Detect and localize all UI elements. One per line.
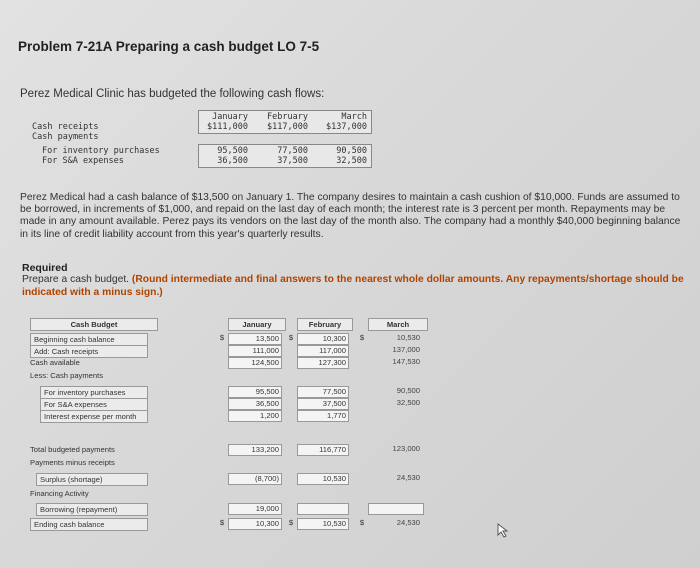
rounding-instructions: (Round intermediate and final answers to the nearest whole dollar amounts. Any repayments/shortage should be indicated with a minus sign.): [22, 274, 684, 298]
budget-input-cell[interactable]: 77,500: [297, 386, 349, 398]
budget-row-label: For S&A expenses: [40, 398, 148, 411]
dollar-sign: $: [219, 333, 225, 342]
cash-budget-table: [30, 318, 680, 558]
budget-input-cell[interactable]: 10,300: [297, 333, 349, 345]
dollar-sign: $: [219, 518, 225, 527]
budget-row-label: For inventory purchases: [40, 386, 148, 399]
budget-input-cell[interactable]: 111,000: [228, 345, 282, 357]
cf-label: For inventory purchases: [42, 146, 160, 156]
cf-label: Cash receipts: [32, 122, 99, 132]
budget-input-cell[interactable]: 10,530: [297, 473, 349, 485]
budget-value-cell: 24,530: [396, 518, 420, 527]
cf-value: 95,500: [217, 146, 248, 156]
budget-input-cell[interactable]: 95,500: [228, 386, 282, 398]
budget-input-cell[interactable]: 36,500: [228, 398, 282, 410]
col-feb: February: [297, 318, 353, 331]
budget-value-cell: 147,530: [392, 357, 420, 366]
month-jan: January: [212, 112, 248, 122]
page-title: Problem 7-21A Preparing a cash budget LO 7-5: [18, 39, 320, 54]
budget-row-label: Borrowing (repayment): [36, 503, 148, 516]
budget-input-cell[interactable]: [297, 503, 349, 515]
dollar-sign: $: [359, 333, 365, 342]
budget-input-cell[interactable]: 10,530: [297, 518, 349, 530]
budget-input-cell[interactable]: 37,500: [297, 398, 349, 410]
month-mar: March: [341, 112, 367, 122]
cf-value: 90,500: [336, 146, 367, 156]
budget-header: Cash Budget: [30, 318, 158, 331]
budget-row-label: Add: Cash receipts: [30, 345, 148, 358]
cf-value: $137,000: [326, 122, 367, 132]
required-heading: Required: [22, 262, 68, 274]
col-jan: January: [228, 318, 286, 331]
budget-input-cell[interactable]: 13,500: [228, 333, 282, 345]
cf-value: 77,500: [277, 146, 308, 156]
budget-value-cell: 137,000: [392, 345, 420, 354]
budget-input-cell[interactable]: 133,200: [228, 444, 282, 456]
cf-label: Cash payments: [32, 132, 99, 142]
budget-input-cell[interactable]: 1,770: [297, 410, 349, 422]
prepare-instructions: [22, 274, 692, 299]
budget-row-label: Financing Activity: [30, 489, 89, 498]
month-feb: February: [267, 112, 308, 122]
cf-value: 36,500: [217, 156, 248, 166]
mouse-pointer-icon: [496, 522, 514, 540]
budget-row-label: Ending cash balance: [30, 518, 148, 531]
dollar-sign: $: [288, 333, 294, 342]
budget-input-cell[interactable]: 19,000: [228, 503, 282, 515]
dollar-sign: $: [359, 518, 365, 527]
budget-row-label: Total budgeted payments: [30, 445, 115, 454]
budget-input-cell[interactable]: 10,300: [228, 518, 282, 530]
cf-value: $111,000: [207, 122, 248, 132]
budget-value-cell: 10,530: [396, 333, 420, 342]
intro-text: Perez Medical Clinic has budgeted the following cash flows:: [20, 88, 325, 100]
budget-value-cell: 32,500: [396, 398, 420, 407]
budget-input-cell[interactable]: 1,200: [228, 410, 282, 422]
cf-label: For S&A expenses: [42, 156, 124, 166]
budget-row-label: Cash available: [30, 358, 80, 367]
budget-input-cell[interactable]: 127,300: [297, 357, 349, 369]
budget-row-label: Payments minus receipts: [30, 458, 115, 467]
budget-value-cell: 123,000: [392, 444, 420, 453]
budget-value-cell: 90,500: [396, 386, 420, 395]
budget-input-cell[interactable]: 116,770: [297, 444, 349, 456]
cash-flows-table: [30, 110, 365, 170]
budget-row-label: Surplus (shortage): [36, 473, 148, 486]
cf-value: 37,500: [277, 156, 308, 166]
budget-row-label: Interest expense per month: [40, 410, 148, 423]
budget-row-label: Less: Cash payments: [30, 371, 104, 380]
dollar-sign: $: [288, 518, 294, 527]
budget-input-cell[interactable]: (8,700): [228, 473, 282, 485]
budget-row-label: Beginning cash balance: [30, 333, 148, 346]
prepare-text: Prepare a cash budget.: [22, 274, 130, 285]
budget-input-cell[interactable]: 124,500: [228, 357, 282, 369]
cf-value: 32,500: [336, 156, 367, 166]
budget-input-cell[interactable]: 117,000: [297, 345, 349, 357]
budget-value-cell: 24,530: [396, 473, 420, 482]
problem-paragraph: Perez Medical had a cash balance of $13,500 on January 1. The company desires to maintain a cash cushion of $10,000. Funds are assumed to be borrowed, in increments of $1,000, and repaid on the last day of each month; the interest rate is 3 percent per month. Repayments may be made in any amount available. Perez pays its vendors on the last day of the month also. The company had a monthly $40,000 beginning balance in its line of credit liability account from this year's quarterly results.: [20, 192, 681, 240]
col-mar: March: [368, 318, 428, 331]
cf-value: $117,000: [267, 122, 308, 132]
budget-input-cell[interactable]: [368, 503, 424, 515]
